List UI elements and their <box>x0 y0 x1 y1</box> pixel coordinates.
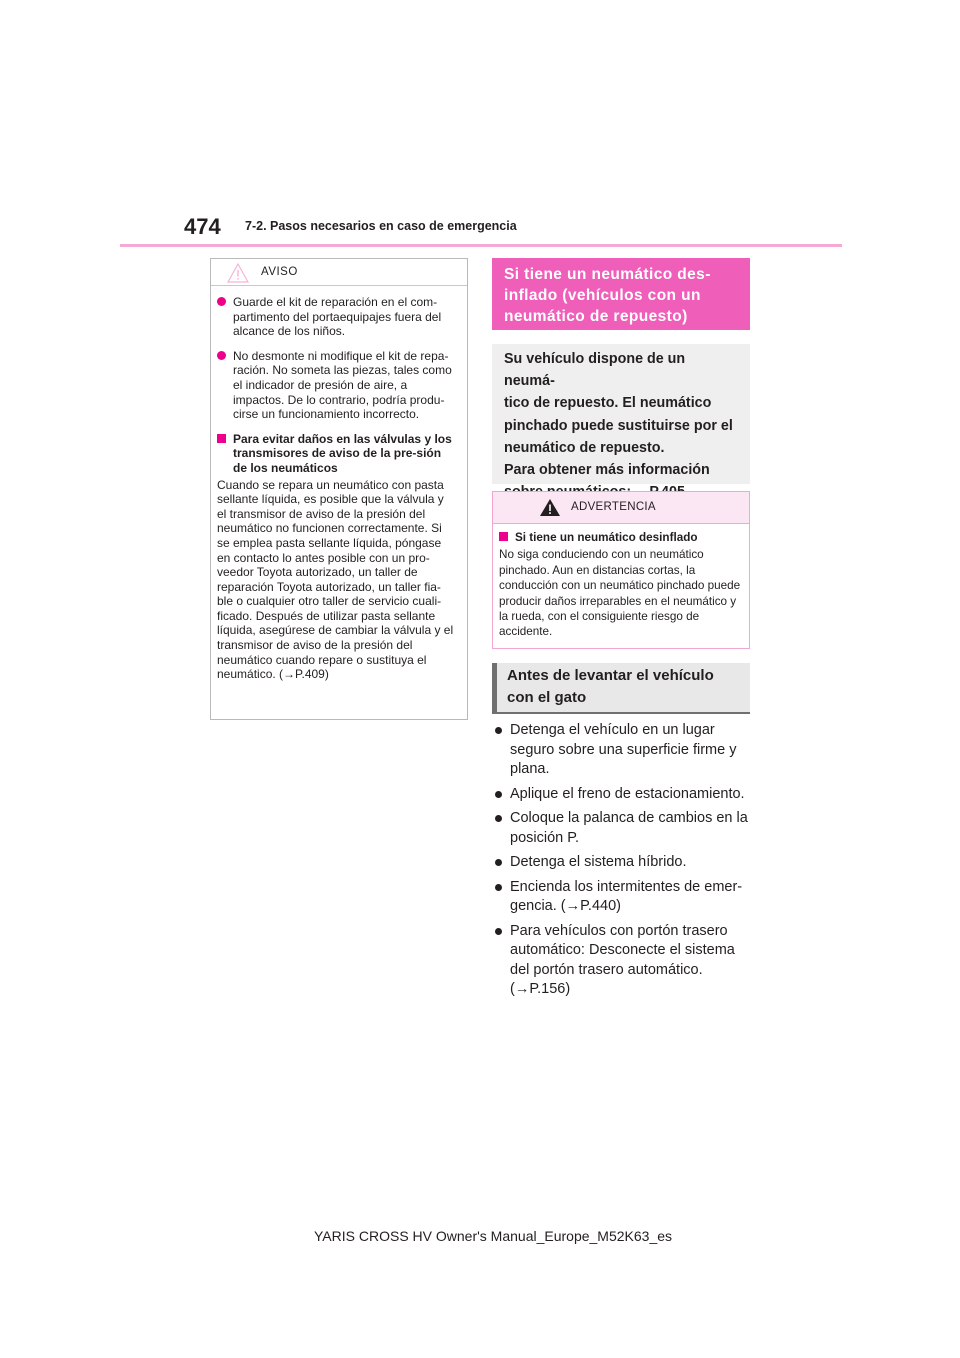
caution-subheading-text: Para evitar daños en las válvulas y los transmisores de aviso de la pre-sión de los neumáticos <box>233 431 452 475</box>
list-item <box>492 785 754 805</box>
list-item <box>492 721 754 780</box>
caution-body <box>211 286 467 682</box>
warning-subheading <box>499 530 741 545</box>
section-header-flat-tire: Si tiene un neumático des-inflado (vehículos con un neumático de repuesto) <box>492 258 750 330</box>
list-item <box>492 809 754 848</box>
caution-item <box>217 349 455 422</box>
caution-label: AVISO <box>261 266 298 278</box>
page-number: 474 <box>184 214 221 239</box>
info-box <box>492 344 750 484</box>
bullet-icon <box>495 791 502 798</box>
caution-triangle-icon <box>227 263 249 283</box>
list-item <box>492 853 754 873</box>
bullet-icon <box>217 351 226 360</box>
caution-item-text: No desmonte ni modifique el kit de repa-ración. No someta las piezas, tales como el indicador de presión de aire, a impactos. De lo contrario, podría produ-cirse un funcionamiento incorrecto. <box>233 348 452 422</box>
page-footer: YARIS CROSS HV Owner's Manual_Europe_M52K63_es <box>314 1228 673 1244</box>
caution-subheading <box>217 432 455 476</box>
warning-label: ADVERTENCIA <box>571 501 656 513</box>
list-item <box>492 922 754 1000</box>
caution-item-text: Guarde el kit de reparación en el com-partimento del portaequipajes fuera del alcance de los niños. <box>233 295 442 339</box>
warning-subheading-text: Si tiene un neumático desinflado <box>515 531 698 544</box>
bullet-icon <box>495 727 502 734</box>
list-item-text: Detenga el vehículo en un lugar seguro sobre una superficie firme y plana. <box>510 722 737 777</box>
list-item-text: Aplique el freno de estacionamiento. <box>510 785 745 802</box>
info-line: Para obtener más información <box>504 462 710 479</box>
list-item-text: Coloque la palanca de cambios en la posición P. <box>510 810 748 846</box>
warning-body <box>493 524 749 640</box>
warning-box <box>492 491 750 649</box>
list-item-text: Detenga el sistema híbrido. <box>510 854 687 870</box>
bullet-icon <box>495 928 502 935</box>
list-item <box>492 878 754 917</box>
header-rule <box>120 244 842 247</box>
steps-list <box>492 721 754 1005</box>
square-bullet-icon <box>499 532 508 541</box>
section-header-before-jacking: Antes de levantar el vehículo con el gato <box>492 663 750 714</box>
warning-triangle-icon <box>539 498 561 517</box>
warning-paragraph: No siga conduciendo con un neumático pinchado. Aun en distancias cortas, la conducción con un neumático pinchado puede producir daños irreparables en el neumático y la rueda, con el consiguiente riesgo de accidente. <box>499 548 741 639</box>
info-line: Su vehículo dispone de un neumá- <box>504 351 686 390</box>
caution-item <box>217 295 455 339</box>
info-line: pinchado puede sustituirse por el <box>504 417 733 434</box>
bullet-icon <box>495 859 502 866</box>
list-item-text: Para vehículos con portón trasero automático: Desconecte el sistema del portón trasero automático. (→P.156) <box>510 922 735 997</box>
info-line: neumático de repuesto. <box>504 439 665 456</box>
square-bullet-icon <box>217 434 226 443</box>
info-line: tico de repuesto. El neumático <box>504 395 712 412</box>
caution-header <box>211 259 467 286</box>
caution-box <box>210 258 468 720</box>
chapter-title: 7-2. Pasos necesarios en caso de emergencia <box>245 219 517 233</box>
bullet-icon <box>217 297 226 306</box>
warning-header <box>493 492 749 524</box>
list-item-text: Encienda los intermitentes de emer-gencia. (→P.440) <box>510 878 743 914</box>
bullet-icon <box>495 884 502 891</box>
bullet-icon <box>495 815 502 822</box>
caution-paragraph: Cuando se repara un neumático con pasta sellante líquida, es posible que la válvula y el transmisor de aviso de la presión del neumático no funcionen correctamente. Si se emplea pasta sellante líquida, póngase en contacto lo antes posible con un pro-veedor Toyota autorizado, un taller de reparación Toyota autorizado, un taller fia-ble o cualquier otro taller de servicio cuali-ficado. Después de utilizar pasta sellante líquida, asegúrese de cambiar la válvula y el transmisor de aviso de la presión del neumático cuando repare o sustituya el neumático. (→P.409) <box>217 477 454 682</box>
